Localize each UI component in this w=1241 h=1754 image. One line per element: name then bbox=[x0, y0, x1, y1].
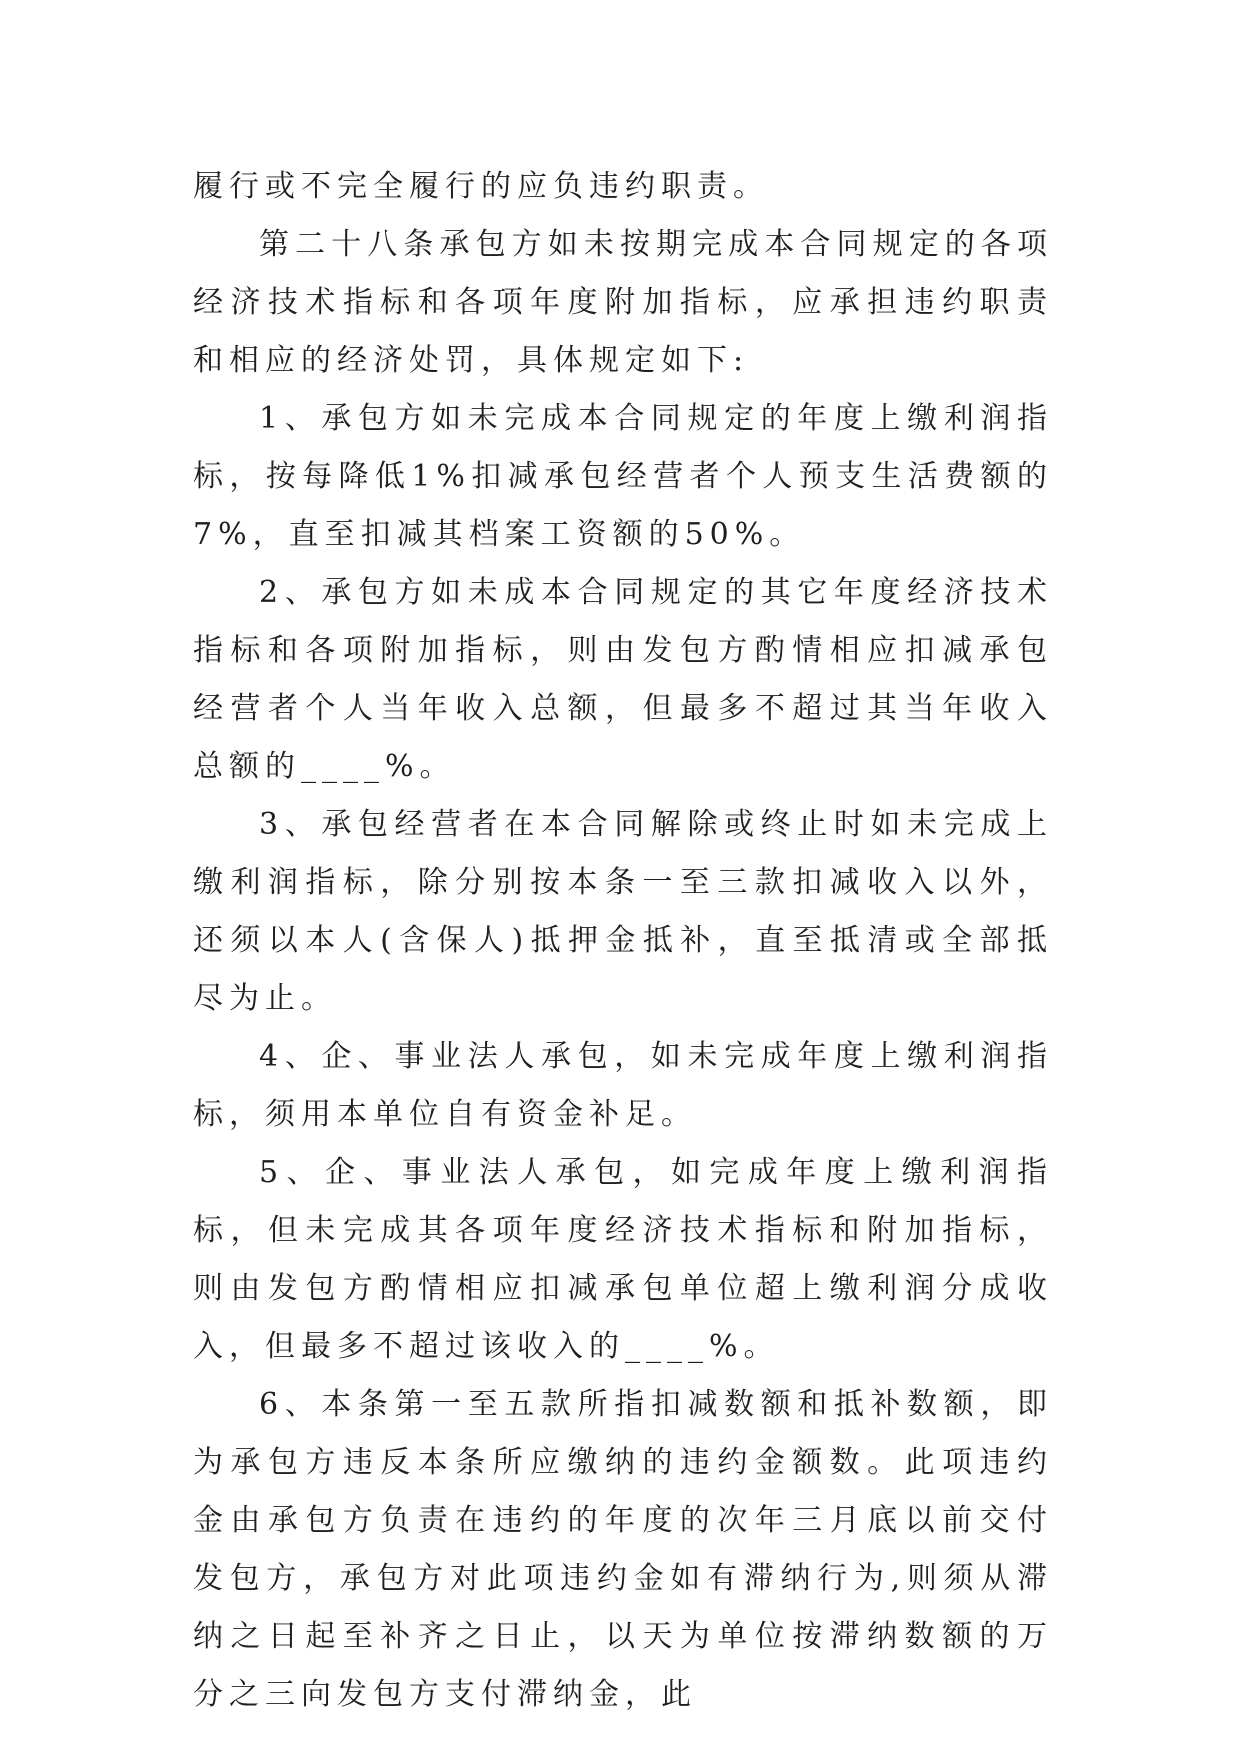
paragraph-0: 履行或不完全履行的应负违约职责。 bbox=[193, 169, 769, 204]
paragraph-clause-1: 1、承包方如未完成本合同规定的年度上缴利润指标，按每降低1%扣减承包经营者个人预支生活费额的7%，直至扣减其档案工资额的50%。 bbox=[193, 401, 1053, 552]
paragraph-clause-6: 6、本条第一至五款所指扣减数额和抵补数额，即为承包方违反本条所应缴纳的违约金额数。此项违约金由承包方负责在违约的年度的次年三月底以前交付发包方，承包方对此项违约金如有滞纳行为,则须从滞纳之日起至补齐之日止，以天为单位按滞纳数额的万分之三向发包方支付滞纳金，此 bbox=[193, 1387, 1053, 1712]
paragraph-clause-4: 4、企、事业法人承包，如未完成年度上缴利润指标，须用本单位自有资金补足。 bbox=[193, 1039, 1053, 1132]
paragraph-clause-2: 2、承包方如未成本合同规定的其它年度经济技术指标和各项附加指标，则由发包方酌情相应扣减承包经营者个人当年收入总额，但最多不超过其当年收入总额的____%。 bbox=[193, 575, 1053, 784]
paragraph-clause-5: 5、企、事业法人承包，如完成年度上缴利润指标，但未完成其各项年度经济技术指标和附加指标，则由发包方酌情相应扣减承包单位超上缴利润分成收入，但最多不超过该收入的____%。 bbox=[193, 1155, 1053, 1364]
paragraph-article-28: 第二十八条承包方如未按期完成本合同规定的各项经济技术指标和各项年度附加指标，应承担违约职责和相应的经济处罚，具体规定如下: bbox=[193, 227, 1053, 378]
document-body bbox=[193, 158, 1053, 1724]
paragraph-clause-3: 3、承包经营者在本合同解除或终止时如未完成上缴利润指标，除分别按本条一至三款扣减收入以外，还须以本人(含保人)抵押金抵补，直至抵清或全部抵尽为止。 bbox=[193, 807, 1053, 1016]
